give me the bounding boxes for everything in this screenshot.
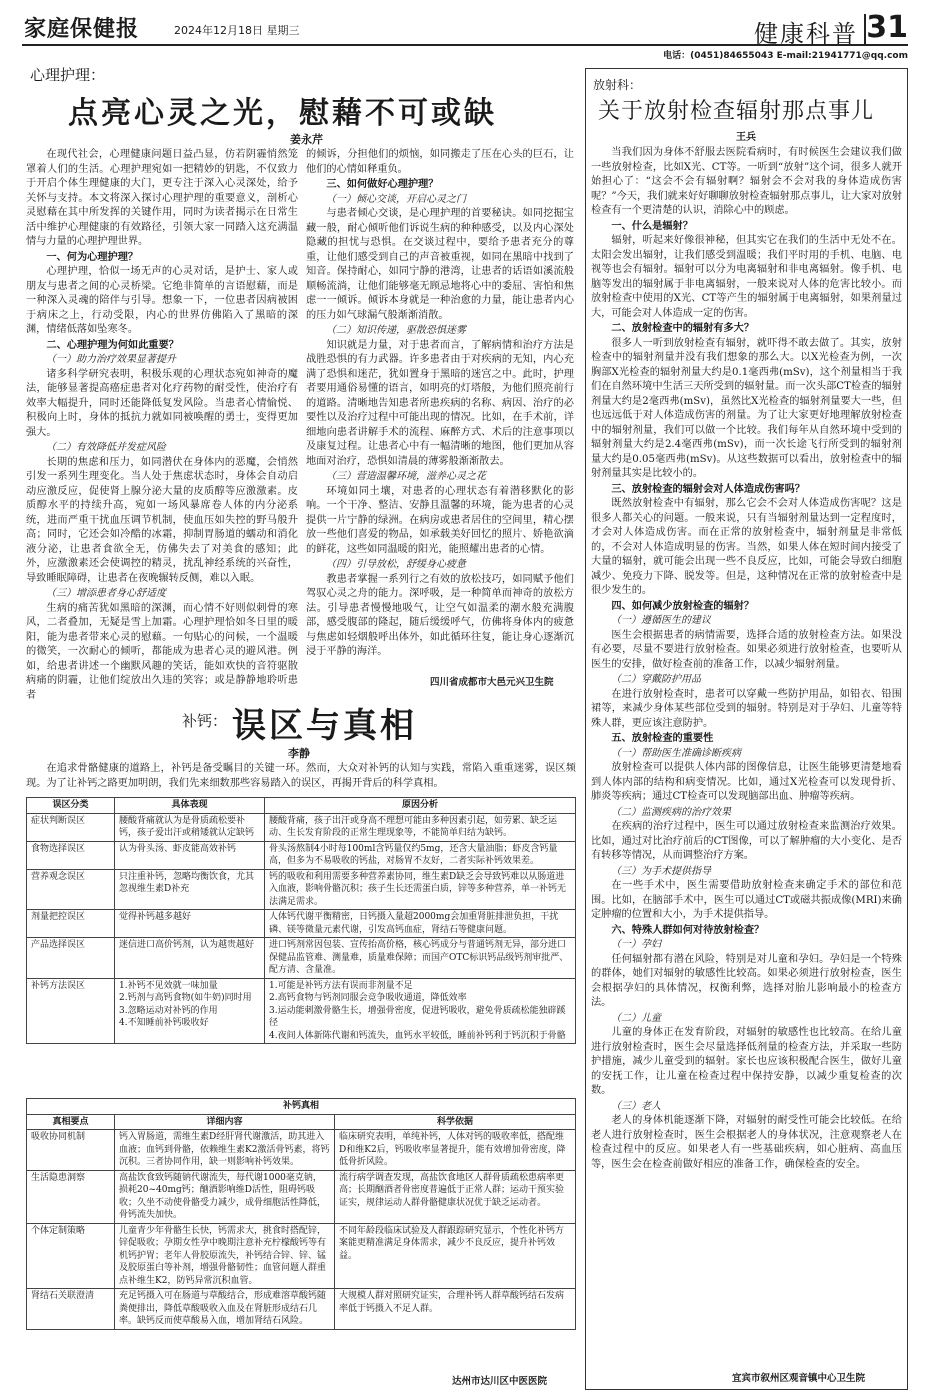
subsection-heading: （二）穿戴防护用品 bbox=[611, 674, 701, 685]
table-cell: 肾结石关联澄清 bbox=[27, 1289, 115, 1330]
table-row bbox=[27, 841, 576, 869]
article3-source: 宜宾市叙州区观音镇中心卫生院 bbox=[732, 1373, 866, 1384]
paragraph: 在进行放射检查时，患者可以穿戴一些防护用品，如铅衣、铅围裙等，来减少身体某些部位受到的辐射。特别是对于孕妇、儿童等特殊人群，更应该注意防护。 bbox=[591, 688, 902, 729]
subsection-heading: （三）增添患者身心舒适度 bbox=[46, 588, 166, 599]
section-heading: 三、放射检查的辐射会对人体造成伤害吗？ bbox=[611, 483, 805, 495]
paragraph: 当我们因为身体不舒服去医院看病时，有时候医生会建议我们做一些放射检查，比如X光、CT等。一听到“放射”这个词，很多人就开始担心了：“这会不会有辐射啊？辐射会不会对我的身体造成伤害呢？”今天，我们就来好好聊聊放射检查辐射那点事儿，让大家对放射检查有一个更清楚的认识，消除心中的顾虑。 bbox=[591, 147, 902, 216]
section-heading: 二、心理护理为何如此重要？ bbox=[46, 339, 179, 351]
table2-header: 详细内容 bbox=[115, 1114, 335, 1130]
paragraph: 儿童的身体正在发育阶段，对辐射的敏感性也比较高。在给儿童进行放射检查时，医生会尽量选择低剂量的检查方法，并采取一些防护措施，减少儿童受到的辐射。家长也应该积极配合医生，做好儿童的安抚工作，让儿童在检查过程中保持安静，以减少重复检查的次数。 bbox=[591, 1027, 902, 1096]
table-row bbox=[27, 910, 576, 938]
paragraph: 教患者掌握一系列行之有效的放松技巧，如同赋予他们驾驭心灵之舟的能力。深呼吸，是一种简单而神奇的放松方法。引导患者慢慢地吸气，让空气如温柔的潮水般充满腹部，感受腹部的隆起，随后缓缓呼气，仿佛将身体内的疲惫与焦虑如轻烟般呼出体外，如此循环往复，能让身心逐渐沉浸于平静的海洋。 bbox=[306, 573, 574, 657]
paragraph: 在一些手术中，医生需要借助放射检查来确定手术的部位和范围。比如，在脑部手术中，医生可以通过CT或磁共振成像(MRI)来确定肿瘤的位置和大小，为手术提供指导。 bbox=[591, 880, 902, 920]
article3-body bbox=[591, 146, 902, 1371]
table1-header: 原因分析 bbox=[265, 798, 576, 814]
table-cell: 进口钙剂常因包装、宣传抬高价格，核心钙成分与普通钙剂无异，部分进口保健品监管难、测量难，质量难保障；而国产OTC标识钙品级钙剂审批严、配方清、含量准。 bbox=[265, 938, 576, 979]
masthead bbox=[22, 12, 908, 46]
table-row bbox=[27, 813, 576, 841]
table-cell: 个体定制策略 bbox=[27, 1223, 115, 1289]
paragraph: 知识就是力量，对于患者而言，了解病情和治疗方法是战胜恐惧的有力武器。许多患者由于对疾病的无知，内心充满了恐惧和迷茫，犹如置身于黑暗的迷宫之中。此时，护理者要用通俗易懂的语言，如明亮的灯塔般，为他们照亮前行的道路。清晰地告知患者所患疾病的名称、病因、治疗的必要性以及治疗过程中可能出现的情况。比如，在手术前，详细地向患者讲解手术的流程、麻醉方式、术后的注意事项以及康复过程。让患者心中有一幅清晰的地图，他们更加从容地面对治疗，恐惧如清晨的薄雾般渐渐散去。 bbox=[306, 339, 574, 467]
article3-title: 关于放射检查辐射那点事儿 bbox=[598, 99, 875, 124]
paragraph: 既然放射检查中有辐射，那么它会不会对人体造成伤害呢？这是很多人都关心的问题。一般来说，只有当辐射剂量达到一定程度时，才会对人体造成伤害。而在正常的放射检查中，辐射剂量是非常低的，不会对人体造成明显的伤害。当然，如果人体在短时间内接受了大量的辐射，就可能会出现一些不良反应，比如，可能会导致白细胞减少、免疫力下降、脱发等。但是，这种情况在正常的放射检查中是很少发生的。 bbox=[591, 498, 902, 596]
subsection-heading: （三）为手术提供指导 bbox=[611, 865, 711, 877]
subsection-heading: （三）老人 bbox=[611, 1100, 661, 1112]
paragraph: 在疾病的治疗过程中，医生可以通过放射检查来监测治疗效果。比如，通过对比治疗前后的CT图像，可以了解肿瘤的大小变化、是否有转移等情况，从而调整治疗方案。 bbox=[591, 821, 902, 861]
table-row bbox=[27, 1289, 576, 1330]
table-cell: 1.可能是补钙方法有误而非剂量不足 2.高钙食物与钙剂同服会竞争吸收通道，降低效率 3.运动能刺激骨骼生长，增强骨密度，促进钙吸收，避免骨质疏松能独辟蹊径 4.夜间人体新陈代谢和钙流失，血钙水平较低，睡前补钙利于钙沉积于骨骼 bbox=[265, 978, 576, 1044]
newspaper-brand: 家庭保健报 bbox=[24, 17, 140, 42]
paragraph: 很多人一听到放射检查有辐射，就吓得不敢去做了。其实，放射检查中的辐射剂量并没有我们想象的那么大。以X光检查为例，一次胸部X光检查的辐射剂量大约是0.1毫西弗(mSv)，这个剂量相当于我们在自然环境中生活三天所受到的辐射量。而一次头部CT检查的辐射剂量大约是2毫西弗(mSv)，虽然比X光检查的辐射剂量要大一些，但也远远低于对人体造成伤害的剂量。为了让大家更好地理解放射检查中的辐射剂量，我们可以做一个比较。我们每年从自然环境中受到的辐射剂量大约是2.4毫西弗(mSv)，而一次长途飞行所受到的辐射剂量大约是0.05毫西弗(mSv)。从这些数据可以看出，放射检查中的辐射剂量其实是比较小的。 bbox=[591, 337, 902, 479]
article2-source: 达州市达川区中医医院 bbox=[452, 1376, 548, 1387]
misconceptions-table bbox=[26, 797, 576, 1044]
table-cell: 高盐饮食致钙随钠代谢流失，每代谢1000毫克钠，损耗20~40mg钙；酗酒影响维D活性，阻碍钙吸收；久坐不动使骨骼受力减少，成骨细胞活性降低，骨钙流失加快。 bbox=[115, 1170, 335, 1223]
article1-source: 四川省成都市大邑元兴卫生院 bbox=[430, 677, 554, 688]
section-heading: 三、如何做好心理护理？ bbox=[326, 179, 439, 190]
section-heading: 五、放射检查的重要性 bbox=[611, 733, 714, 744]
table-row bbox=[27, 978, 576, 1044]
page-number: 31 bbox=[866, 10, 908, 45]
paragraph: 在现代社会，心理健康问题日益凸显，仿若阴霾悄然笼罩着人们的生活。心理护理宛如一把精妙的钥匙，不仅致力于开启个体生理健康的大门，更专注于深入心灵深处，给予关怀与支持。本文将深入探讨心理护理的重要意义，剖析心灵慰藉在其中所发挥的关键作用，同时为读者揭示在日常生活中维护心理健康的有效路径，引领大家一同踏入这充满温情与力量的心理护理世界。 bbox=[26, 149, 298, 247]
paragraph: 的倾诉，分担他们的烦恼，如同搬走了压在心头的巨石，让他们的心情如释重负。 bbox=[306, 149, 574, 175]
subsection-heading: （二）儿童 bbox=[611, 1012, 661, 1024]
subsection-heading: （四）引导放松，舒缓身心疲惫 bbox=[326, 559, 466, 570]
table-cell: 剂量把控误区 bbox=[27, 910, 115, 938]
subsection-heading: （一）助力治疗效果显著提升 bbox=[46, 354, 176, 365]
contact-info: 电话：(0451)84655043 E-mail:21941771@qq.com bbox=[663, 51, 908, 61]
paragraph: 长期的焦虑和压力，如同潜伏在身体内的恶魔，会悄然引发一系列生理变化。当人处于焦虑状态时，身体会自动启动应激反应，促使肾上腺分泌大量的皮质醇等应激激素。皮质醇水平的持续升高，宛如一场风暴席卷人体的内分泌系统，进而严重干扰血压调节机制，使血压如失控的野马般升高；同时，它还会如冷酷的冰霜，抑制胃肠道的蠕动和消化液分泌，让患者食欲全无，仿佛失去了对美食的感知；此外，应激激素还会使调控的精灵，扰乱神经系统的兴奋性，导致睡眠障碍，让患者在夜晚辗转反侧，难以入眠。 bbox=[26, 456, 298, 584]
section-heading: 四、如何减少放射检查的辐射？ bbox=[611, 600, 755, 612]
table-cell: 只注重补钙，忽略均衡饮食，尤其忽视维生素D补充 bbox=[115, 869, 265, 910]
table-cell: 认为骨头汤、虾皮能高效补钙 bbox=[115, 841, 265, 869]
table-cell: 1.补钙不见效就一味加量 2.钙剂与高钙食物(如牛奶)同时用 3.忽略运动对补钙的作用 4.不知睡前补钙吸收好 bbox=[115, 978, 265, 1044]
subsection-heading: （二）知识传递，驱散恐惧迷雾 bbox=[326, 325, 466, 336]
article2-intro: 在追求骨骼健康的道路上，补钙是备受瞩目的关键一环。然而，大众对补钙的认知与实践，常陷入重重迷雾，误区频现。为了让补钙之路更加明朗，我们先来细数那些容易踏入的误区，再揭开背后的科学真相。 bbox=[26, 763, 576, 789]
article1-title: 点亮心灵之光，慰藉不可或缺 bbox=[68, 96, 497, 131]
table-cell: 临床研究表明，单纯补钙，人体对钙的吸收率低，搭配维D和维K2后，钙吸收率显著提升，能有效增加骨密度，降低骨折风险。 bbox=[335, 1130, 576, 1171]
table-cell: 腰酸背痛，孩子出汗或身高不理想可能由多种因素引起，如劳累、缺乏运动、生长发育阶段的正常生理现象等，不能简单归结为缺钙。 bbox=[265, 813, 576, 841]
article1-column-2 bbox=[306, 148, 574, 672]
table-cell: 人体钙代谢平衡精密，日钙摄入量超2000mg会加重肾脏排泄负担，干扰磷、镁等微量元素代谢，引发高钙血症，肾结石等健康问题。 bbox=[265, 910, 576, 938]
subsection-heading: （三）营造温馨环境，滋养心灵之花 bbox=[326, 471, 486, 482]
article3-author: 王兵 bbox=[736, 132, 756, 143]
table-row bbox=[27, 1223, 576, 1289]
article2-author: 李静 bbox=[288, 747, 310, 760]
subsection-heading: （二）监测疾病的治疗效果 bbox=[611, 806, 731, 818]
subsection-heading: （一）帮助医生准确诊断疾病 bbox=[611, 747, 741, 759]
paragraph: 环境如同土壤，对患者的心理状态有着潜移默化的影响。一个干净、整洁、安静且温馨的环境，能为患者的心灵提供一片宁静的绿洲。在病房或患者居住的空间里，精心摆放一些他们喜爱的物品，如承载美好回忆的照片、娇艳欲滴的鲜花，这些如同温暖的阳光，能照耀出患者的心情。 bbox=[306, 485, 574, 555]
table-cell: 不同年龄段临床试验及人群跟踪研究显示，个性化补钙方案能更精准满足身体需求，减少不良反应，提升补钙效益。 bbox=[335, 1223, 576, 1289]
paragraph: 任何辐射都有潜在风险，特别是对儿童和孕妇。孕妇是一个特殊的群体，她们对辐射的敏感性比较高。如果必须进行放射检查，医生会根据孕妇的具体情况，权衡利弊，选择对胎儿影响最小的检查方法。 bbox=[591, 953, 902, 1008]
article1-kicker: 心理护理： bbox=[30, 66, 106, 84]
article2-kicker: 补钙： bbox=[182, 712, 228, 730]
table-cell: 大规模人群对照研究证实，合理补钙人群草酸钙结石发病率低于钙摄入不足人群。 bbox=[335, 1289, 576, 1330]
table-row bbox=[27, 1170, 576, 1223]
paragraph: 放射检查可以提供人体内部的图像信息，让医生能够更清楚地看到人体内部的结构和病变情况。比如，通过X光检查可以发现骨折、肺炎等疾病；通过CT检查可以发现脑部出血、肿瘤等疾病。 bbox=[591, 762, 902, 802]
table2-header: 真相要点 bbox=[27, 1114, 115, 1130]
article3-kicker: 放射科： bbox=[593, 78, 642, 92]
section-heading: 一、什么是辐射？ bbox=[611, 220, 693, 232]
truths-table bbox=[26, 1098, 576, 1330]
table-cell: 营养观念误区 bbox=[27, 869, 115, 910]
table-row bbox=[27, 938, 576, 979]
paragraph: 心理护理，恰似一场无声的心灵对话，是护士、家人或朋友与患者之间的心灵桥梁。它绝非简单的言语慰藉，而是一种深入灵魂的陪伴与引导。想象一下，一位患者因病被困于病床之上，行动受限，内心的世界仿佛陷入了黑暗的深渊，情绪低落如坠寒冬。 bbox=[26, 266, 298, 335]
paragraph: 与患者倾心交谈，是心理护理的首要秘诀。如同挖掘宝藏一般，耐心倾听他们诉说生病的种种感受，以及内心深处隐藏的担忧与恐惧。在交谈过程中，要给予患者充分的尊重，让他们感受到自己的声音被重视，如同在黑暗中找到了知音。保持耐心，如同宁静的港湾，让患者的话语如溪流般顺畅流淌，让他们能够毫无顾忌地将心中的委屈、害怕和焦虑一一倾诉。倾诉本身就是一种治愈的力量，能让患者内心的压力如气球漏气般渐渐消散。 bbox=[306, 208, 574, 321]
section-heading: 六、特殊人群如何对待放射检查？ bbox=[611, 924, 765, 936]
section-heading: 一、何为心理护理？ bbox=[46, 251, 139, 263]
table-cell: 觉得补钙越多越好 bbox=[115, 910, 265, 938]
table2-title: 补钙真相 bbox=[27, 1099, 576, 1115]
subsection-heading: （一）遵循医生的建议 bbox=[611, 615, 711, 626]
article1-author: 姜永芹 bbox=[290, 133, 323, 146]
subsection-heading: （二）有效降低并发症风险 bbox=[46, 442, 166, 453]
table1-header: 误区分类 bbox=[27, 798, 115, 814]
article2-title: 误区与真相 bbox=[232, 706, 417, 746]
section-name: 健康科普 bbox=[754, 20, 858, 48]
table-cell: 钙入胃肠道，需维生素D经肝肾代谢激活，助其进入血液；血钙到骨骼，依赖维生素K2激活骨钙素，将钙沉积。三者协同作用，缺一则影响补钙效果。 bbox=[115, 1130, 335, 1171]
table1-header: 具体表现 bbox=[115, 798, 265, 814]
table-cell: 吸收协同机制 bbox=[27, 1130, 115, 1171]
table-cell: 充足钙摄入可在肠道与草酸结合，形成难溶草酸钙随粪便排出，降低草酸吸收入血及在肾脏形成结石几率。缺钙反而使草酸易入血，增加肾结石风险。 bbox=[115, 1289, 335, 1330]
table2-header: 科学依据 bbox=[335, 1114, 576, 1130]
table-cell: 症状判断误区 bbox=[27, 813, 115, 841]
table-cell: 流行病学调查发现，高盐饮食地区人群骨质疏松患病率更高；长期酗酒者骨密度普遍低于正常人群；运动干预实验证实，规律运动人群骨骼健康状况优于缺乏运动者。 bbox=[335, 1170, 576, 1223]
table-cell: 腰酸背痛就认为是骨质疏松要补钙，孩子爱出汗或稍矮就认定缺钙 bbox=[115, 813, 265, 841]
table-row bbox=[27, 869, 576, 910]
issue-date: 2024年12月18日 星期三 bbox=[174, 24, 300, 37]
paragraph: 老人的身体机能逐渐下降，对辐射的耐受性可能会比较低。在给老人进行放射检查时，医生会根据老人的身体状况，注意观察老人在检查过程中的反应。如果老人有一些基础疾病，如心脏病、高血压等，医生会在检查前做好相应的准备工作，确保检查的安全。 bbox=[591, 1115, 902, 1170]
paragraph: 医生会根据患者的病情需要，选择合适的放射检查方法。如果没有必要，尽量不要进行放射检查。如果必须进行放射检查，也要听从医生的安排，做好检查前的准备工作，以减少辐射剂量。 bbox=[591, 629, 902, 670]
table-cell: 产品选择误区 bbox=[27, 938, 115, 979]
table-cell: 补钙方法误区 bbox=[27, 978, 115, 1044]
paragraph: 辐射，听起来好像很神秘，但其实它在我们的生活中无处不在。太阳会发出辐射，让我们感受到温暖；我们平时用的手机、电脑、电视等也会有辐射。辐射可以分为电离辐射和非电离辐射。像手机、电脑等发出的辐射属于非电离辐射，一般来说对人体的危害比较小。而放射检查中使用的X光、CT等产生的辐射属于电离辐射，如果剂量过大，可能会对人体造成一定的伤害。 bbox=[591, 235, 902, 319]
subsection-heading: （一）倾心交谈，开启心灵之门 bbox=[326, 193, 466, 205]
table-cell: 迷信进口高价钙剂，认为越贵越好 bbox=[115, 938, 265, 979]
paragraph: 生病的痛苦犹如黑暗的深渊，而心情不好则似刺骨的寒风，二者叠加，无疑是雪上加霜。心理护理恰如冬日里的暖阳，能为患者带来心灵的慰藉。一句贴心的问候，一个温暖的微笑，一次耐心的倾听，都能成为患者心灵的避风港。例如，给患者讲述一个幽默风趣的笑话，能如欢快的音符驱散病痛的阴霾，让他们绽放出久违的笑容；或是静静地聆听患者 bbox=[26, 602, 298, 701]
table-cell: 骨头汤熬制4小时每100ml含钙量仅约5mg，还含大量油脂；虾皮含钙量高，但多为不易吸收的钙盐，对肠胃不友好，二者实际补钙效果差。 bbox=[265, 841, 576, 869]
article2-intro-wrap bbox=[26, 762, 576, 796]
article1-column-1 bbox=[26, 148, 298, 701]
subsection-heading: （一）孕妇 bbox=[611, 939, 661, 950]
table-cell: 儿童青少年骨骼生长快，钙需求大，挑食时搭配锌，锌促吸收；孕期女性孕中晚期注意补充柠檬酸钙等有机钙护胃；老年人骨胶原流失，补钙结合锌、锌、锰及胶原蛋白等补剂，增强骨骼韧性；血管问题人群重点补维生K2，防钙异常沉积血管。 bbox=[115, 1223, 335, 1289]
table-cell: 食物选择误区 bbox=[27, 841, 115, 869]
table-cell: 生活隐患洞察 bbox=[27, 1170, 115, 1223]
table-row bbox=[27, 1130, 576, 1171]
section-heading: 二、放射检查中的辐射有多大？ bbox=[611, 323, 755, 334]
table-cell: 钙的吸收和利用需要多种营养素协同，维生素D缺乏会导致钙难以从肠道进入血液，影响骨骼沉积；孩子生长还需蛋白质，锌等多种营养，单一补钙无法满足需求。 bbox=[265, 869, 576, 910]
paragraph: 诸多科学研究表明，积极乐观的心理状态宛如神奇的魔法，能够显著提高癌症患者对化疗药物的耐受性，使治疗有效率大幅提升，同时还能降低复发风险。当患者心情愉悦、积极向上时，身体的抵抗力就如同被唤醒的勇士，变得更加强大。 bbox=[26, 368, 298, 438]
